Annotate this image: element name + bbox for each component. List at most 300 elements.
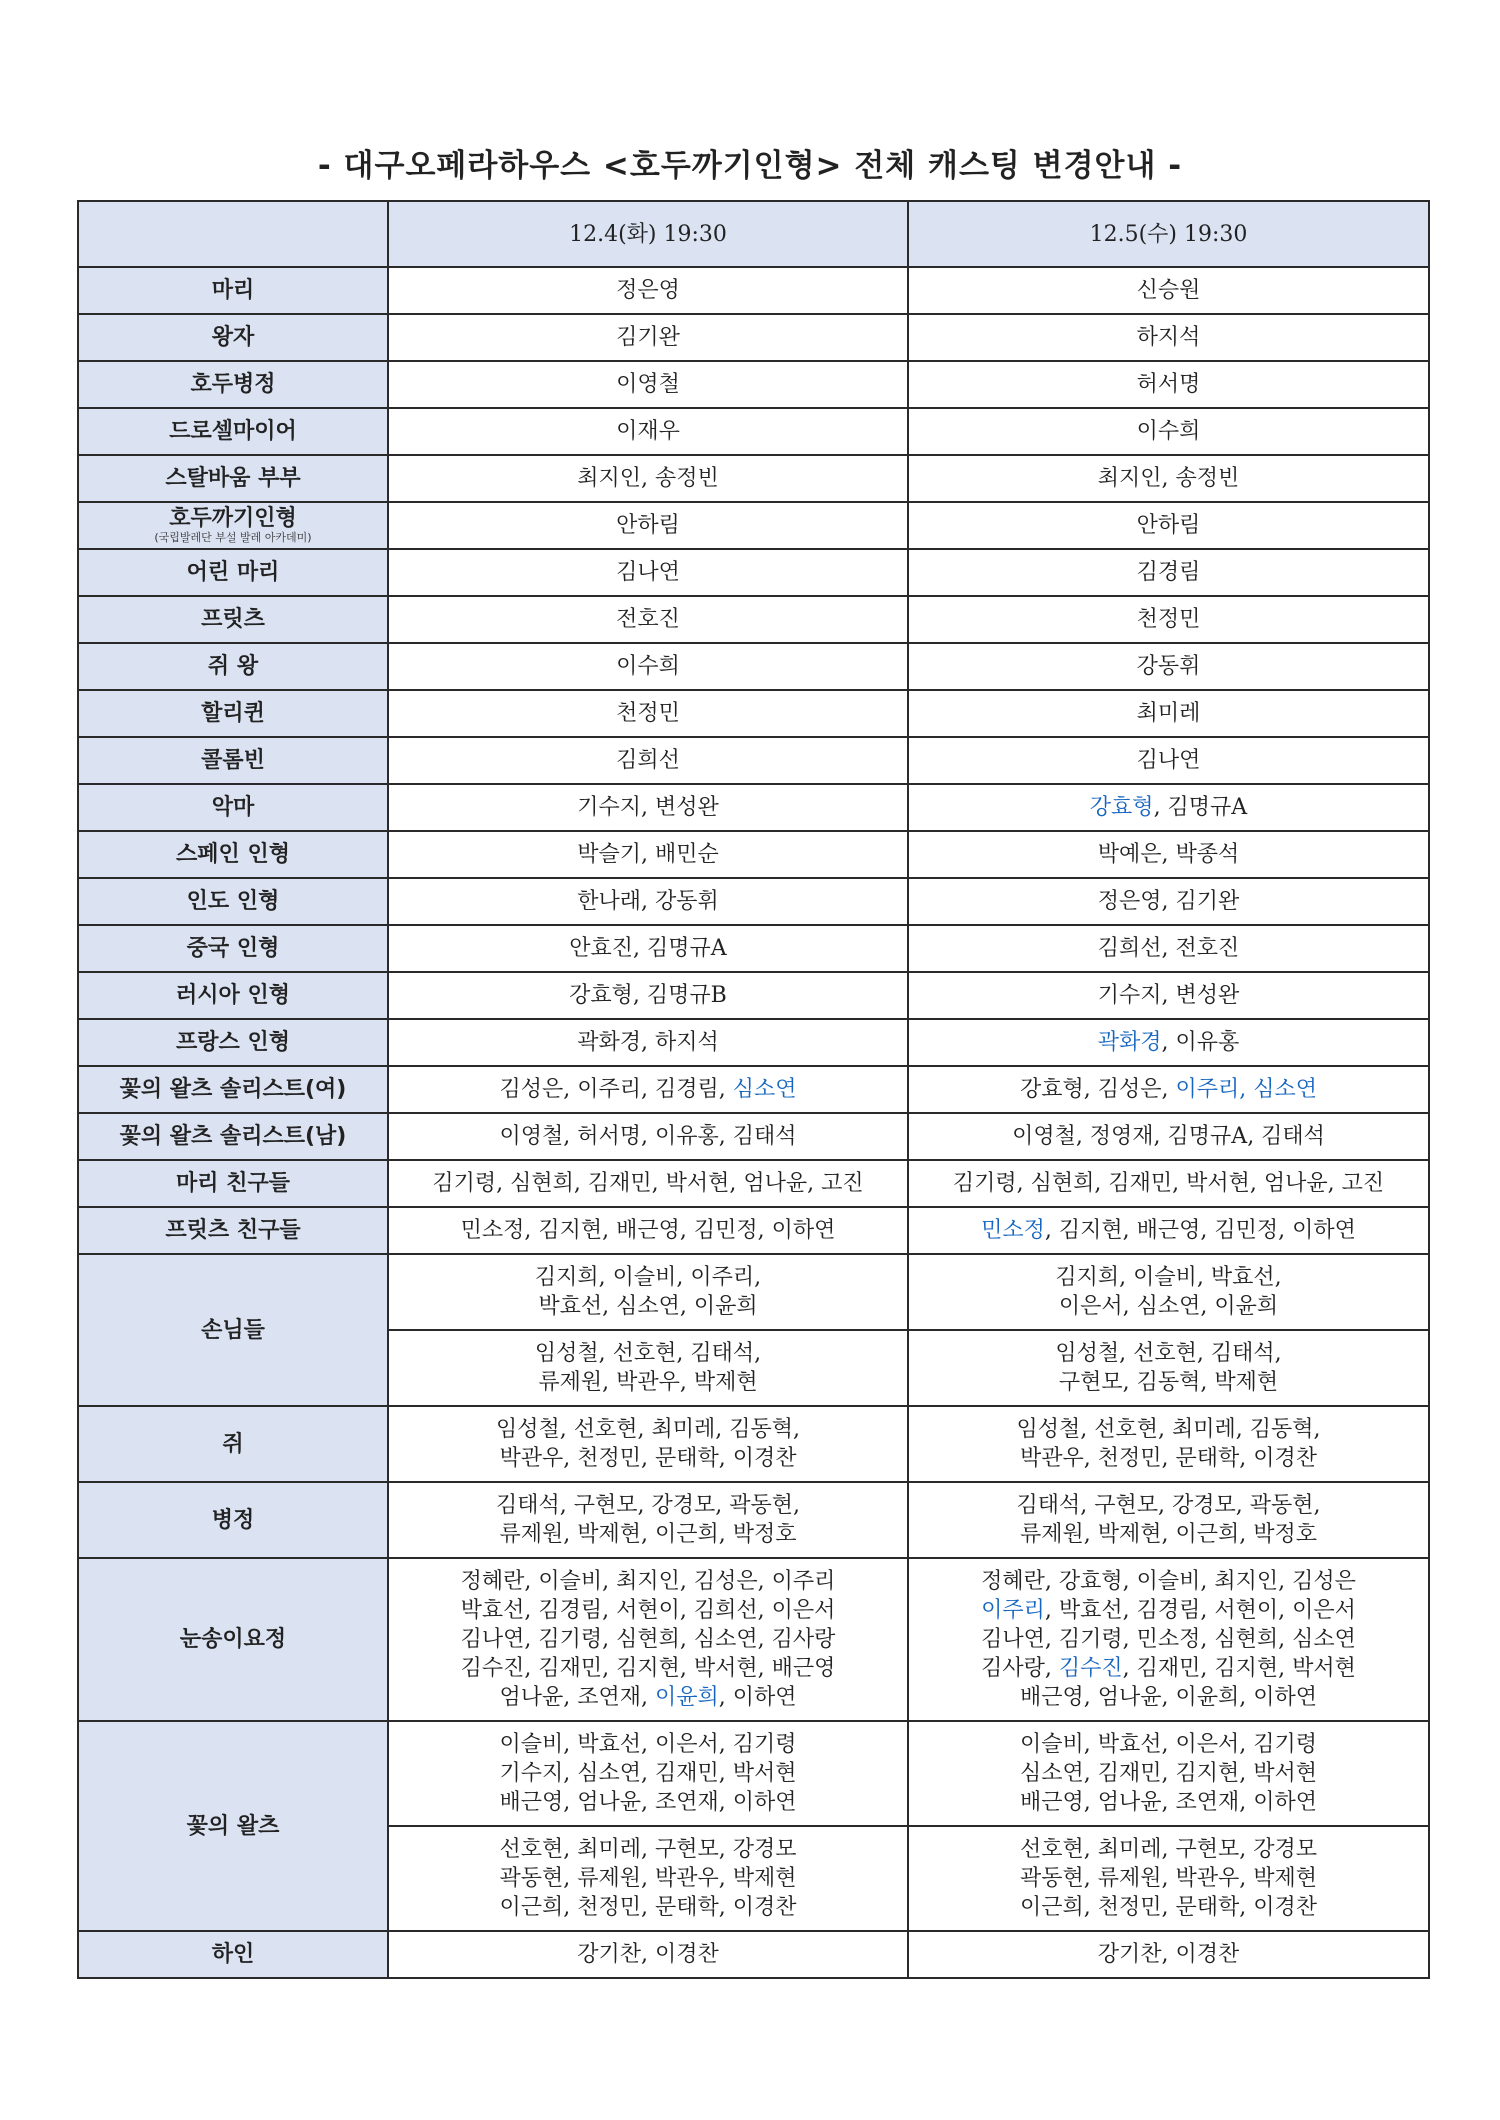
- cast-line: [393, 981, 903, 1010]
- cast-line: [393, 323, 903, 352]
- cast-cell-dec4: [388, 1254, 908, 1330]
- cast-cell-dec4: [388, 1482, 908, 1558]
- role-cell: [78, 267, 388, 314]
- role-label: 병정: [211, 1507, 255, 1533]
- cast-name: , 김지현, 배근영, 김민정, 이하연: [1044, 1218, 1356, 1243]
- cast-line: [393, 793, 903, 822]
- cast-cell-dec5: [908, 455, 1429, 502]
- cast-line: [913, 323, 1424, 352]
- cast-name: 곽동현, 류제원, 박관우, 박제현: [499, 1866, 797, 1891]
- cast-name: 곽동현, 류제원, 박관우, 박제현: [1020, 1866, 1317, 1891]
- cast-name: 박효선, 심소연, 이윤희: [538, 1294, 758, 1319]
- role-label: 왕자: [211, 325, 255, 350]
- cast-cell-dec4: [388, 1330, 908, 1406]
- role-cell: [78, 502, 388, 549]
- cast-cell-dec4: [388, 1406, 908, 1482]
- role-label: 꽃의 왈츠 솔리스트(남): [119, 1124, 347, 1149]
- cast-line: [393, 370, 903, 399]
- cast-cell-dec4: [388, 784, 908, 831]
- cast-cell-dec4: [388, 502, 908, 549]
- cast-cell-dec5: [908, 1826, 1429, 1931]
- cast-line: [393, 1169, 903, 1198]
- cast-row: [78, 1019, 1429, 1066]
- cast-name: 배근영, 엄나윤, 조연재, 이하연: [1020, 1790, 1317, 1815]
- role-cell: [78, 596, 388, 643]
- cast-name: 최지인, 송정빈: [577, 466, 719, 491]
- cast-line: [393, 1596, 903, 1625]
- cast-line: [393, 1940, 903, 1969]
- cast-line: [913, 1075, 1424, 1104]
- cast-row: [78, 643, 1429, 690]
- cast-name: , 김명규A: [1153, 795, 1248, 820]
- cast-cell-dec4: [388, 878, 908, 925]
- cast-line: [913, 1940, 1424, 1969]
- cast-cell-dec4: [388, 1931, 908, 1978]
- changed-cast-name: 심소연: [732, 1077, 797, 1102]
- cast-row: [78, 267, 1429, 314]
- cast-name: 김성은, 이주리, 김경림,: [499, 1077, 733, 1102]
- cast-cell-dec4: [388, 408, 908, 455]
- cast-name: 김희선, 전호진: [1097, 936, 1240, 961]
- cast-cell-dec4: [388, 1113, 908, 1160]
- cast-row: [78, 1254, 1429, 1330]
- cast-line: [393, 1122, 903, 1151]
- role-label: 스페인 인형: [176, 842, 290, 867]
- cast-line: [913, 1835, 1424, 1864]
- cast-row: [78, 314, 1429, 361]
- cast-name: 강동휘: [1136, 654, 1201, 679]
- cast-cell-dec4: [388, 1207, 908, 1254]
- cast-cell-dec4: [388, 737, 908, 784]
- cast-row: [78, 1931, 1429, 1978]
- role-label: 손님들: [201, 1317, 265, 1343]
- cast-row: [78, 408, 1429, 455]
- cast-cell-dec5: [908, 1066, 1429, 1113]
- cast-cell-dec5: [908, 1254, 1429, 1330]
- role-label: 쥐: [222, 1431, 244, 1457]
- cast-cell-dec5: [908, 1113, 1429, 1160]
- cast-row: [78, 455, 1429, 502]
- cast-line: [913, 1028, 1424, 1057]
- cast-name: 이영철, 정영재, 김명규A, 김태석: [1012, 1124, 1325, 1149]
- cast-line: [913, 1596, 1424, 1625]
- cast-cell-dec5: [908, 1931, 1429, 1978]
- cast-name: 선호현, 최미레, 구현모, 강경모: [499, 1837, 797, 1862]
- cast-line: [913, 558, 1424, 587]
- cast-line: [913, 840, 1424, 869]
- cast-cell-dec5: [908, 549, 1429, 596]
- role-cell: [78, 314, 388, 361]
- role-label: 쥐 왕: [207, 654, 259, 679]
- cast-name: 김나연, 김기령, 심현희, 심소연, 김사랑: [460, 1627, 836, 1652]
- cast-cell-dec4: [388, 1826, 908, 1931]
- cast-line: [913, 464, 1424, 493]
- cast-name: 전호진: [616, 607, 680, 632]
- changed-cast-name: 김수진: [1058, 1656, 1123, 1681]
- cast-name: 박관우, 천정민, 문태학, 이경찬: [499, 1446, 797, 1471]
- cast-name: 김기령, 심현희, 김재민, 박서현, 엄나윤, 고진: [952, 1171, 1385, 1196]
- cast-line: [393, 1788, 903, 1817]
- cast-name: 이수희: [616, 654, 680, 679]
- cast-line: [393, 511, 903, 540]
- cast-line: [913, 981, 1424, 1010]
- cast-name: 안하림: [1136, 513, 1201, 538]
- cast-line: [913, 1567, 1424, 1596]
- cast-line: [393, 1625, 903, 1654]
- cast-line: [393, 1567, 903, 1596]
- cast-name: 이재우: [616, 419, 680, 444]
- cast-name: 이슬비, 박효선, 이은서, 김기령: [499, 1732, 797, 1757]
- cast-name: 강기찬, 이경찬: [1097, 1942, 1240, 1967]
- cast-line: [393, 417, 903, 446]
- role-cell: [78, 1721, 388, 1931]
- role-label: 드로셀마이어: [169, 419, 297, 444]
- cast-line: [913, 1864, 1424, 1893]
- cast-name: 김사랑,: [981, 1656, 1059, 1681]
- cast-line: [913, 887, 1424, 916]
- role-cell: [78, 1160, 388, 1207]
- cast-name: 강효형, 김명규B: [569, 983, 727, 1008]
- cast-line: [393, 746, 903, 775]
- cast-name: 천정민: [1136, 607, 1201, 632]
- cast-name: 최미레: [1136, 701, 1201, 726]
- role-cell: [78, 1482, 388, 1558]
- cast-name: 김태석, 구현모, 강경모, 곽동현,: [1016, 1493, 1321, 1518]
- role-label: 마리 친구들: [176, 1171, 290, 1196]
- cast-name: 배근영, 엄나윤, 이윤희, 이하연: [1020, 1685, 1317, 1710]
- role-label: 프릿츠: [201, 607, 265, 632]
- cast-line: [393, 1683, 903, 1712]
- role-cell: [78, 925, 388, 972]
- cast-line: [393, 1339, 903, 1368]
- changed-cast-name: 곽화경: [1097, 1030, 1162, 1055]
- role-label: 스탈바움 부부: [165, 466, 301, 491]
- cast-name: 이영철, 허서명, 이유홍, 김태석: [499, 1124, 797, 1149]
- role-cell: [78, 737, 388, 784]
- cast-row: [78, 1066, 1429, 1113]
- cast-name: 기수지, 심소연, 김재민, 박서현: [499, 1761, 797, 1786]
- cast-line: [393, 605, 903, 634]
- cast-row: [78, 784, 1429, 831]
- role-cell: [78, 1113, 388, 1160]
- cast-line: [913, 1759, 1424, 1788]
- cast-cell-dec4: [388, 972, 908, 1019]
- cast-line: [913, 652, 1424, 681]
- cast-name: 김기령, 심현희, 김재민, 박서현, 엄나윤, 고진: [432, 1171, 864, 1196]
- cast-row: [78, 1207, 1429, 1254]
- cast-name: 천정민: [616, 701, 680, 726]
- role-cell: [78, 1558, 388, 1721]
- cast-row: [78, 1406, 1429, 1482]
- cast-line: [913, 1216, 1424, 1245]
- cast-line: [393, 1444, 903, 1473]
- cast-cell-dec4: [388, 267, 908, 314]
- cast-line: [393, 1893, 903, 1922]
- cast-name: 배근영, 엄나윤, 조연재, 이하연: [499, 1790, 797, 1815]
- cast-row: [78, 1482, 1429, 1558]
- role-label: 콜롬빈: [201, 748, 265, 773]
- cast-cell-dec5: [908, 737, 1429, 784]
- changed-cast-name: 강효형: [1089, 795, 1154, 820]
- cast-name: 박예은, 박종석: [1097, 842, 1240, 867]
- cast-name: , 김재민, 김지현, 박서현: [1122, 1656, 1356, 1681]
- cast-cell-dec5: [908, 596, 1429, 643]
- cast-cell-dec5: [908, 502, 1429, 549]
- cast-name: , 이하연: [718, 1685, 797, 1710]
- role-cell: [78, 643, 388, 690]
- cast-cell-dec5: [908, 1160, 1429, 1207]
- cast-cell-dec5: [908, 1330, 1429, 1406]
- role-cell: [78, 1254, 388, 1406]
- cast-row: [78, 690, 1429, 737]
- cast-cell-dec5: [908, 831, 1429, 878]
- cast-line: [913, 511, 1424, 540]
- cast-name: 하지석: [1136, 325, 1201, 350]
- cast-line: [393, 1216, 903, 1245]
- cast-name: 임성철, 선호현, 김태석,: [534, 1341, 762, 1366]
- role-label: 인도 인형: [186, 889, 280, 914]
- header-row: [78, 201, 1429, 267]
- cast-name: 류제원, 박제현, 이근희, 박정호: [1020, 1522, 1317, 1547]
- cast-name: 심소연, 김재민, 김지현, 박서현: [1020, 1761, 1317, 1786]
- cast-line: [393, 887, 903, 916]
- cast-cell-dec5: [908, 1482, 1429, 1558]
- cast-line: [393, 276, 903, 305]
- cast-cell-dec4: [388, 455, 908, 502]
- cast-name: 류제원, 박관우, 박제현: [538, 1370, 758, 1395]
- cast-cell-dec5: [908, 408, 1429, 455]
- cast-cell-dec5: [908, 1207, 1429, 1254]
- cast-name: 안효진, 김명규A: [569, 936, 727, 961]
- role-label: 프랑스 인형: [176, 1030, 290, 1055]
- cast-cell-dec4: [388, 596, 908, 643]
- cast-name: 기수지, 변성완: [1097, 983, 1240, 1008]
- cast-name: 이수희: [1136, 419, 1201, 444]
- role-cell: [78, 1931, 388, 1978]
- cast-name: 김수진, 김재민, 김지현, 박서현, 배근영: [460, 1656, 836, 1681]
- cast-row: [78, 737, 1429, 784]
- cast-line: [913, 370, 1424, 399]
- cast-line: [913, 276, 1424, 305]
- role-label: 중국 인형: [186, 936, 280, 961]
- cast-name: 김나연, 김기령, 민소정, 심현희, 심소연: [981, 1627, 1356, 1652]
- cast-line: [393, 840, 903, 869]
- cast-name: 강효형, 김성은,: [1020, 1077, 1176, 1102]
- changed-cast-name: 민소정: [981, 1218, 1045, 1243]
- cast-cell-dec5: [908, 267, 1429, 314]
- cast-row: [78, 1721, 1429, 1826]
- cast-cell-dec4: [388, 361, 908, 408]
- cast-name: 정혜란, 강효형, 이슬비, 최지인, 김성은: [981, 1569, 1356, 1594]
- cast-line: [913, 1263, 1424, 1292]
- cast-name: 기수지, 변성완: [577, 795, 719, 820]
- cast-row: [78, 972, 1429, 1019]
- cast-row: [78, 502, 1429, 549]
- role-label: 마리: [211, 278, 255, 303]
- cast-name: 최지인, 송정빈: [1097, 466, 1240, 491]
- role-label: 할리퀸: [201, 701, 265, 726]
- cast-name: 이근희, 천정민, 문태학, 이경찬: [499, 1895, 797, 1920]
- role-cell: [78, 690, 388, 737]
- cast-name: 박관우, 천정민, 문태학, 이경찬: [1020, 1446, 1317, 1471]
- cast-cell-dec5: [908, 1558, 1429, 1721]
- cast-line: [913, 1444, 1424, 1473]
- cast-cell-dec4: [388, 1721, 908, 1826]
- cast-name: 김태석, 구현모, 강경모, 곽동현,: [496, 1493, 800, 1518]
- cast-line: [393, 464, 903, 493]
- cast-line: [913, 1122, 1424, 1151]
- cast-line: [393, 1520, 903, 1549]
- page-title: - 대구오페라하우스 <호두까기인형> 전체 캐스팅 변경안내 -: [317, 148, 1183, 184]
- cast-line: [393, 934, 903, 963]
- changed-cast-name: 이주리: [981, 1598, 1045, 1623]
- cast-line: [913, 1730, 1424, 1759]
- cast-cell-dec4: [388, 1160, 908, 1207]
- cast-cell-dec4: [388, 1066, 908, 1113]
- cast-name: 선호현, 최미레, 구현모, 강경모: [1020, 1837, 1317, 1862]
- role-cell: [78, 1406, 388, 1482]
- cast-line: [393, 1654, 903, 1683]
- role-label: 눈송이요정: [179, 1627, 287, 1652]
- cast-line: [393, 1864, 903, 1893]
- header-corner-cell: [78, 201, 388, 267]
- cast-cell-dec5: [908, 643, 1429, 690]
- cast-cell-dec4: [388, 1558, 908, 1721]
- cast-name: 임성철, 선호현, 최미레, 김동혁,: [496, 1417, 800, 1442]
- role-label: 악마: [211, 795, 255, 820]
- role-cell: [78, 784, 388, 831]
- cast-row: [78, 361, 1429, 408]
- cast-name: 임성철, 선호현, 최미레, 김동혁,: [1016, 1417, 1321, 1442]
- cast-line: [913, 1683, 1424, 1712]
- cast-line: [393, 1028, 903, 1057]
- role-cell: [78, 549, 388, 596]
- cast-cell-dec5: [908, 1019, 1429, 1066]
- cast-row: [78, 549, 1429, 596]
- cast-cell-dec4: [388, 549, 908, 596]
- cast-name: 정은영: [616, 278, 680, 303]
- cast-line: [913, 605, 1424, 634]
- cast-line: [393, 1263, 903, 1292]
- role-cell: [78, 878, 388, 925]
- cast-line: [913, 417, 1424, 446]
- cast-line: [913, 1339, 1424, 1368]
- cast-name: 김경림: [1136, 560, 1201, 585]
- column-header-dec5: 12.5(수) 19:30: [908, 201, 1429, 267]
- cast-name: 이영철: [616, 372, 680, 397]
- cast-line: [913, 1654, 1424, 1683]
- role-label: 프릿츠 친구들: [165, 1218, 301, 1243]
- cast-line: [393, 558, 903, 587]
- role-label: 어린 마리: [186, 560, 280, 585]
- cast-row: [78, 596, 1429, 643]
- cast-line: [913, 746, 1424, 775]
- changed-cast-name: 이주리, 심소연: [1175, 1077, 1317, 1102]
- role-label: 꽃의 왈츠: [186, 1813, 280, 1839]
- cast-name: 김나연: [616, 560, 680, 585]
- cast-name: 이근희, 천정민, 문태학, 이경찬: [1020, 1895, 1317, 1920]
- cast-line: [913, 1169, 1424, 1198]
- role-cell: [78, 1207, 388, 1254]
- cast-name: 허서명: [1136, 372, 1201, 397]
- cast-name: 안하림: [616, 513, 680, 538]
- cast-cell-dec5: [908, 1721, 1429, 1826]
- cast-name: 엄나윤, 조연재,: [499, 1685, 655, 1710]
- cast-cell-dec5: [908, 784, 1429, 831]
- role-label: 호두병정: [190, 372, 276, 397]
- cast-line: [913, 1893, 1424, 1922]
- cast-cell-dec5: [908, 314, 1429, 361]
- cast-name: 강기찬, 이경찬: [577, 1942, 719, 1967]
- cast-line: [913, 1520, 1424, 1549]
- cast-line: [913, 934, 1424, 963]
- cast-line: [913, 699, 1424, 728]
- cast-line: [913, 1415, 1424, 1444]
- cast-cell-dec5: [908, 361, 1429, 408]
- role-cell: [78, 831, 388, 878]
- role-cell: [78, 972, 388, 1019]
- cast-row: [78, 831, 1429, 878]
- cast-name: 류제원, 박제현, 이근희, 박정호: [499, 1522, 797, 1547]
- cast-row: [78, 1160, 1429, 1207]
- cast-row: [78, 925, 1429, 972]
- cast-name: 김기완: [616, 325, 680, 350]
- casting-table: [77, 200, 1430, 1979]
- cast-name: 민소정, 김지현, 배근영, 김민정, 이하연: [460, 1218, 836, 1243]
- role-cell: [78, 361, 388, 408]
- cast-line: [393, 699, 903, 728]
- changed-cast-name: 이윤희: [654, 1685, 719, 1710]
- cast-line: [913, 1368, 1424, 1397]
- cast-line: [913, 1625, 1424, 1654]
- cast-name: 김지희, 이슬비, 박효선,: [1055, 1265, 1282, 1290]
- cast-cell-dec5: [908, 1406, 1429, 1482]
- role-label: 하인: [211, 1942, 255, 1967]
- column-header-dec4: 12.4(화) 19:30: [388, 201, 908, 267]
- cast-name: , 이유홍: [1161, 1030, 1240, 1055]
- cast-cell-dec4: [388, 831, 908, 878]
- role-label: 꽃의 왈츠 솔리스트(여): [119, 1077, 347, 1102]
- cast-name: 정혜란, 이슬비, 최지인, 김성은, 이주리: [460, 1569, 836, 1594]
- cast-name: 구현모, 김동혁, 박제현: [1058, 1370, 1279, 1395]
- cast-cell-dec4: [388, 643, 908, 690]
- cast-line: [913, 793, 1424, 822]
- cast-line: [393, 1491, 903, 1520]
- cast-line: [913, 1292, 1424, 1321]
- cast-line: [393, 1292, 903, 1321]
- role-label: 호두까기인형: [169, 505, 297, 531]
- cast-cell-dec5: [908, 925, 1429, 972]
- cast-name: 박효선, 김경림, 서현이, 김희선, 이은서: [460, 1598, 836, 1623]
- cast-name: 한나래, 강동휘: [577, 889, 719, 914]
- role-cell: [78, 408, 388, 455]
- cast-row: [78, 1113, 1429, 1160]
- cast-name: 이은서, 심소연, 이윤희: [1058, 1294, 1279, 1319]
- cast-line: [393, 652, 903, 681]
- role-sublabel: (국립발레단 부설 발레 아카데미): [154, 530, 312, 544]
- cast-line: [393, 1075, 903, 1104]
- cast-cell-dec5: [908, 878, 1429, 925]
- cast-cell-dec5: [908, 690, 1429, 737]
- role-cell: [78, 1066, 388, 1113]
- role-cell: [78, 455, 388, 502]
- role-label: 러시아 인형: [176, 983, 290, 1008]
- cast-line: [913, 1491, 1424, 1520]
- cast-name: 이슬비, 박효선, 이은서, 김기령: [1020, 1732, 1317, 1757]
- cast-line: [393, 1835, 903, 1864]
- cast-name: 정은영, 김기완: [1097, 889, 1240, 914]
- cast-name: , 박효선, 김경림, 서현이, 이은서: [1044, 1598, 1356, 1623]
